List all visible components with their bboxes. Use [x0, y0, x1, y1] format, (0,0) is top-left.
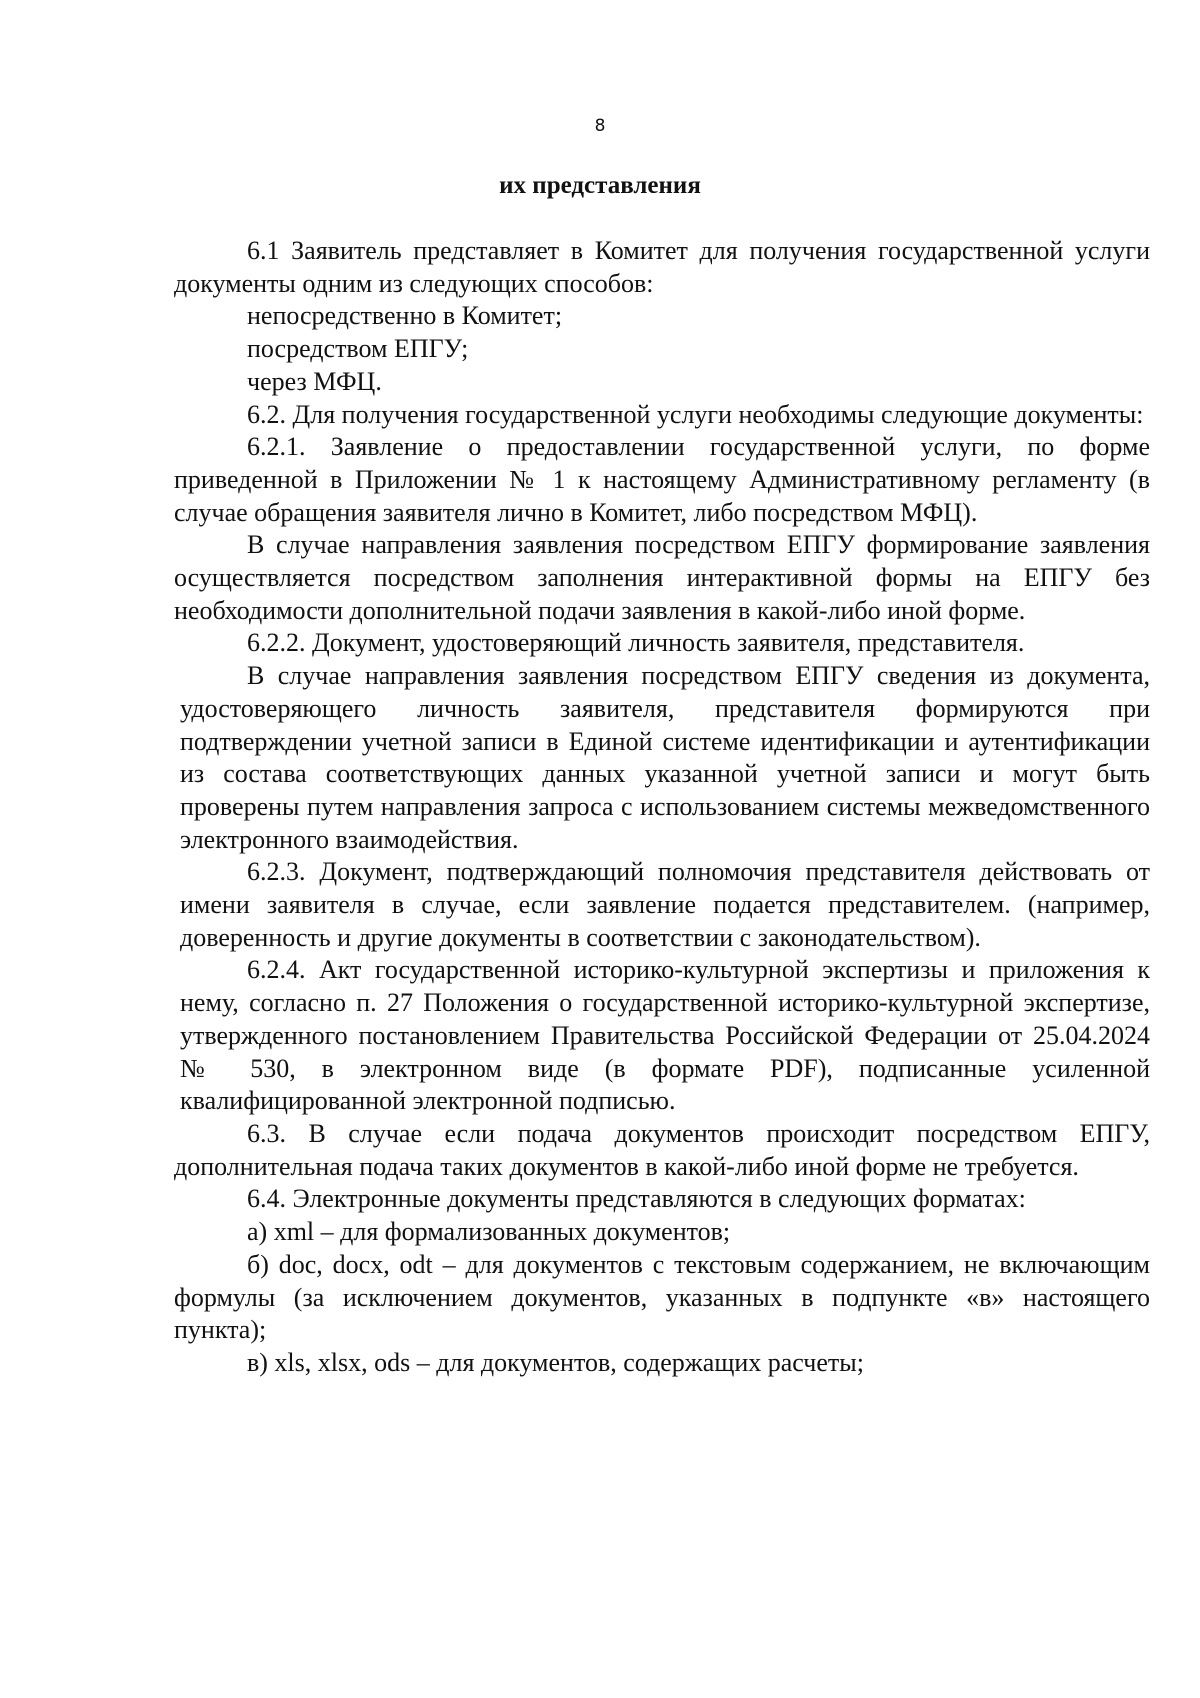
paragraph-6-2: 6.2. Для получения государственной услуги необходимы следующие документы: — [247, 399, 1144, 429]
paragraph-6-2-2: 6.2.2. Документ, удостоверяющий личность заявителя, представителя. — [247, 628, 1025, 658]
format-item-c: в) xls, xlsx, ods – для документов, содержащих расчеты; — [247, 1347, 864, 1377]
paragraph-6-1: 6.1 Заявитель представляет в Комитет для получения государственной услуги документы одним из следующих способов: — [174, 236, 1150, 298]
paragraph-epgu-application: В случае направления заявления посредством ЕПГУ формирование заявления осуществляется посредством заполнения интерактивной формы на ЕПГУ без необходимости дополнительной подачи заявления в какой-либо иной форме. — [174, 530, 1150, 625]
paragraph-epgu-identity: В случае направления заявления посредством ЕПГУ сведения из документа, удостоверяющего личность заявителя, представителя формируются при подтверждении учетной записи в Единой системе идентификации и аутентификации из состава соответствующих данных указанной учетной записи и могут быть проверены путем направления запроса с использованием системы межведомственного электронного взаимодействия. — [180, 661, 1150, 854]
paragraph-6-2-4: 6.2.4. Акт государственной историко-культурной экспертизы и приложения к нему, согласно п. 27 Положения о государственной историко-культурной экспертизе, утвержденного постановлением Правительства Российской Федерации от 25.04.2024 № 530, в электронном виде (в формате PDF), подписанные усиленной квалифицированной электронной подписью. — [180, 955, 1150, 1116]
list-item-epgu: посредством ЕПГУ; — [247, 334, 469, 364]
format-item-a: а) xml – для формализованных документов; — [247, 1217, 731, 1247]
section-title: их представления — [499, 172, 701, 199]
page-number: 8 — [594, 116, 606, 136]
document-body — [174, 235, 1150, 1380]
paragraph-6-3: 6.3. В случае если подача документов происходит посредством ЕПГУ, дополнительная подача таких документов в какой-либо иной форме не требуется. — [174, 1118, 1150, 1181]
list-item-committee: непосредственно в Комитет; — [247, 301, 563, 331]
list-item-mfc: через МФЦ. — [247, 366, 382, 396]
paragraph-6-2-3: 6.2.3. Документ, подтверждающий полномочия представителя действовать от имени заявителя в случае, если заявление подается представителем. (например, доверенность и другие документы в соответствии с законодательством). — [180, 857, 1150, 952]
format-item-b: б) doc, docx, odt – для документов с текстовым содержанием, не включающим формулы (за исключением документов, указанных в подпункте «в» настоящего пункта); — [174, 1249, 1150, 1345]
paragraph-6-4: 6.4. Электронные документы представляются в следующих форматах: — [247, 1184, 1026, 1214]
paragraph-6-2-1: 6.2.1. Заявление о предоставлении государственной услуги, по форме приведенной в Приложении № 1 к настоящему Административному регламенту (в случае обращения заявителя лично в Комитет, либо посредством МФЦ). — [174, 432, 1150, 527]
